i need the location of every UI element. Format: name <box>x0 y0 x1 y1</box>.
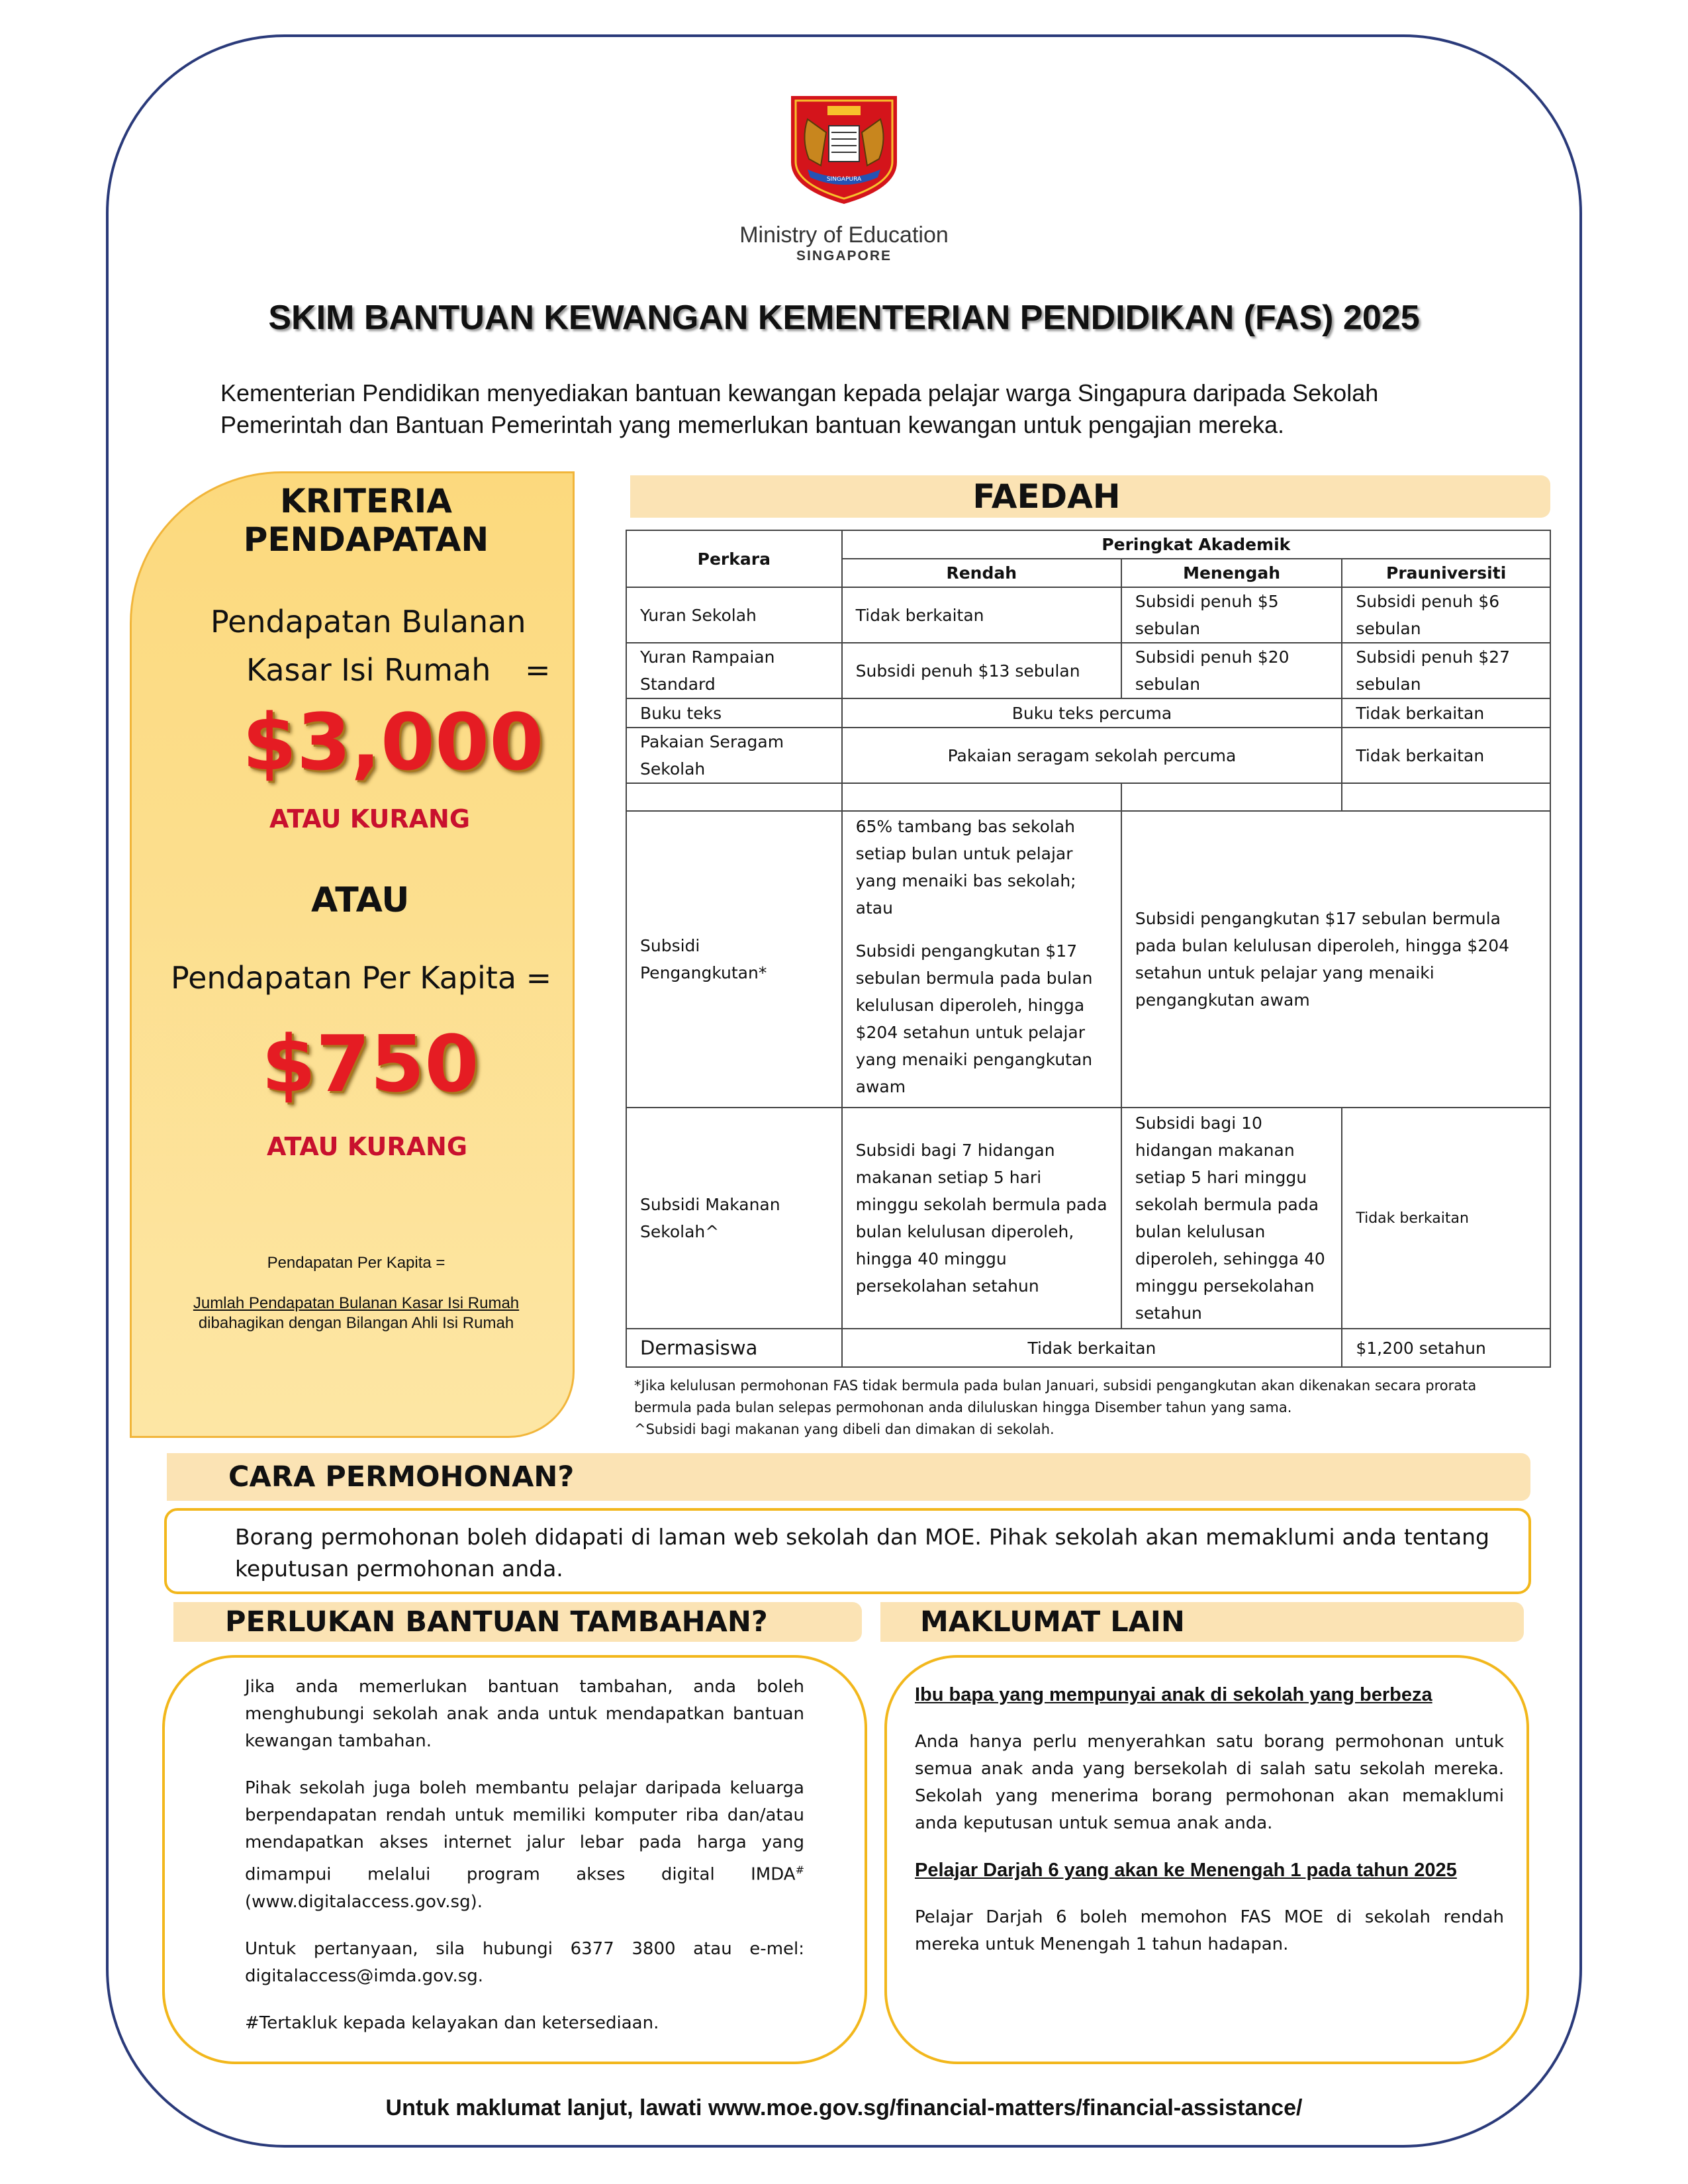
other-info-subheading-1: Ibu bapa yang mempunyai anak di sekolah yang berbeza <box>915 1684 1432 1705</box>
row-transport-secondary-preu: Subsidi pengangkutan $17 sebulan bermula pada bulan kelulusan diperoleh, hingga $204 setahun untuk pelajar yang menaiki pengangkutan awam <box>1121 811 1550 1108</box>
table-row <box>626 1108 1550 1329</box>
row-meals-secondary: Subsidi bagi 10 hidangan makanan setiap 5 hari minggu sekolah bermula pada bulan kelulusan diperoleh, sehingga 40 minggu persekolahan setahun <box>1121 1108 1342 1329</box>
formula-denominator: dibahagikan dengan Bilangan Ahli Isi Rumah <box>198 1314 514 1332</box>
col-header-secondary: Menengah <box>1121 559 1342 587</box>
svg-text:SINGAPURA: SINGAPURA <box>826 176 862 183</box>
income-label-line-1: Pendapatan Bulanan <box>211 604 526 640</box>
table-row <box>626 811 1550 1108</box>
table-row <box>626 643 1550 698</box>
table-row <box>626 587 1550 643</box>
or-label: ATAU <box>311 880 410 920</box>
help-paragraph-2-text: Pihak sekolah juga boleh membantu pelajar daripada keluarga berpendapatan rendah untuk memiliki komputer riba dan/atau mendapatkan akses internet jalur lebar pada harga yang dimampui melalui program akses digital IMDA <box>245 1778 804 1885</box>
help-paragraph-3: Untuk pertanyaan, sila hubungi 6377 3800 atau e-mel: digitalaccess@imda.gov.sg. <box>245 1938 804 1986</box>
footnote-transport-line-1: *Jika kelulusan permohonan FAS tidak bermula pada bulan Januari, subsidi pengangkutan akan dikenakan secara prorata <box>634 1378 1477 1394</box>
col-header-preu: Prauniversiti <box>1342 559 1550 587</box>
table-row <box>626 1329 1550 1367</box>
or-less-label-2: ATAU KURANG <box>267 1132 468 1161</box>
row-textbooks-item: Buku teks <box>626 698 842 728</box>
row-uniform-value: Pakaian seragam sekolah percuma <box>842 728 1342 783</box>
help-paragraph-2-sup: # <box>795 1864 804 1876</box>
row-meals-item: Subsidi Makanan Sekolah^ <box>626 1108 842 1329</box>
help-paragraph-2-link: (www.digitalaccess.gov.sg). <box>245 1891 483 1912</box>
other-info-heading: MAKLUMAT LAIN <box>920 1605 1185 1638</box>
table-row-empty <box>626 783 1550 811</box>
intro-line-2: Pemerintah dan Bantuan Pemerintah yang memerlukan bantuan kewangan untuk pengajian mereka. <box>220 411 1285 438</box>
formula-label: Pendapatan Per Kapita = <box>267 1254 445 1272</box>
income-equals: = <box>525 652 551 688</box>
per-capita-label: Pendapatan Per Kapita = <box>171 960 552 996</box>
help-paragraph-4: #Tertakluk kepada kelayakan dan ketersediaan. <box>245 2013 659 2033</box>
row-uniform-item: Pakaian Seragam Sekolah <box>626 728 842 783</box>
footnote-transport-line-2: bermula pada bulan selepas permohonan anda diluluskan hingga Disember tahun yang sama. <box>634 1400 1292 1415</box>
row-uniform-preu: Tidak berkaitan <box>1342 728 1550 783</box>
row-misc-fees-preu: Subsidi penuh $27 sebulan <box>1342 643 1550 698</box>
row-meals-primary: Subsidi bagi 7 hidangan makanan setiap 5 hari minggu sekolah bermula pada bulan kelulusan diperoleh, hingga 40 minggu persekolahan setahun <box>842 1108 1121 1329</box>
row-textbooks-value: Buku teks percuma <box>842 698 1342 728</box>
row-school-fees-preu: Subsidi penuh $6 sebulan <box>1342 587 1550 643</box>
transport-primary-part-1: 65% tambang bas sekolah setiap bulan untuk pelajar yang menaiki bas sekolah; atau <box>855 817 1076 918</box>
row-bursary-value: Tidak berkaitan <box>842 1329 1342 1367</box>
other-info-paragraph-2: Pelajar Darjah 6 boleh memohon FAS MOE di sekolah rendah mereka untuk Menengah 1 tahun hadapan. <box>915 1907 1504 1954</box>
intro-line-1: Kementerian Pendidikan menyediakan bantuan kewangan kepada pelajar warga Singapura daripada Sekolah <box>220 379 1379 406</box>
other-info-paragraph-1: Anda hanya perlu menyerahkan satu borang permohonan untuk semua anak anda yang bersekolah di salah satu sekolah mereka. Sekolah yang menerima borang permohonan akan memaklumi anda keputusan untuk semua anak anda. <box>915 1732 1504 1833</box>
ministry-name-line: Ministry of Education <box>739 222 949 248</box>
row-textbooks-preu: Tidak berkaitan <box>1342 698 1550 728</box>
row-meals-preu: Tidak berkaitan <box>1342 1108 1550 1329</box>
income-label-line-2: Kasar Isi Rumah <box>246 652 491 688</box>
col-header-item: Perkara <box>626 530 842 587</box>
table-row <box>626 698 1550 728</box>
criteria-heading: KRITERIA PENDAPATAN <box>243 482 489 559</box>
row-school-fees-secondary: Subsidi penuh $5 sebulan <box>1121 587 1342 643</box>
benefits-table <box>626 530 1551 1368</box>
or-less-label-1: ATAU KURANG <box>269 804 471 833</box>
page-title: SKIM BANTUAN KEWANGAN KEMENTERIAN PENDIDIKAN (FAS) 2025 <box>268 299 1420 337</box>
table-footnotes <box>634 1375 1561 1441</box>
per-capita-amount: $750 <box>261 1018 479 1110</box>
row-misc-fees-primary: Subsidi penuh $13 sebulan <box>842 643 1121 698</box>
row-bursary-item: Dermasiswa <box>626 1329 842 1367</box>
apply-text: Borang permohonan boleh didapati di laman web sekolah dan MOE. Pihak sekolah akan memaklumi anda tentang keputusan permohonan anda. <box>235 1524 1489 1582</box>
ministry-country-line: SINGAPORE <box>796 248 892 263</box>
help-paragraph-2 <box>245 1775 804 1916</box>
ministry-name <box>728 222 960 264</box>
transport-primary-part-2: Subsidi pengangkutan $17 sebulan bermula pada bulan kelulusan diperoleh, hingga $204 setahun untuk pelajar yang menaiki pengangkutan awam <box>855 941 1093 1096</box>
row-bursary-preu: $1,200 setahun <box>1342 1329 1550 1367</box>
row-school-fees-primary: Tidak berkaitan <box>842 587 1121 643</box>
help-heading: PERLUKAN BANTUAN TAMBAHAN? <box>225 1605 768 1638</box>
row-misc-fees-item: Yuran Rampaian Standard <box>626 643 842 698</box>
help-text <box>245 1674 804 2057</box>
apply-heading: CARA PERMOHONAN? <box>228 1460 575 1494</box>
help-paragraph-1: Jika anda memerlukan bantuan tambahan, anda boleh menghubungi sekolah anak anda untuk mendapatkan bantuan kewangan tambahan. <box>245 1677 804 1751</box>
other-info-subheading-2: Pelajar Darjah 6 yang akan ke Menengah 1 pada tahun 2025 <box>915 1860 1457 1881</box>
col-header-group: Peringkat Akademik <box>842 530 1550 559</box>
row-transport-item: Subsidi Pengangkutan* <box>626 811 842 1108</box>
footer-link-text: Untuk maklumat lanjut, lawati www.moe.gov.sg/financial-matters/financial-assistance/ <box>385 2095 1303 2120</box>
col-header-primary: Rendah <box>842 559 1121 587</box>
formula-numerator: Jumlah Pendapatan Bulanan Kasar Isi Rumah <box>193 1294 520 1312</box>
row-transport-primary <box>842 811 1121 1108</box>
row-misc-fees-secondary: Subsidi penuh $20 sebulan <box>1121 643 1342 698</box>
footnote-meals: ^Subsidi bagi makanan yang dibeli dan dimakan di sekolah. <box>634 1421 1055 1437</box>
row-school-fees-item: Yuran Sekolah <box>626 587 842 643</box>
benefits-heading: FAEDAH <box>972 477 1121 516</box>
income-amount: $3,000 <box>242 696 544 788</box>
other-info-text <box>915 1682 1504 1978</box>
moe-crest-logo <box>788 93 900 205</box>
table-row <box>626 728 1550 783</box>
intro-text <box>220 377 1511 441</box>
